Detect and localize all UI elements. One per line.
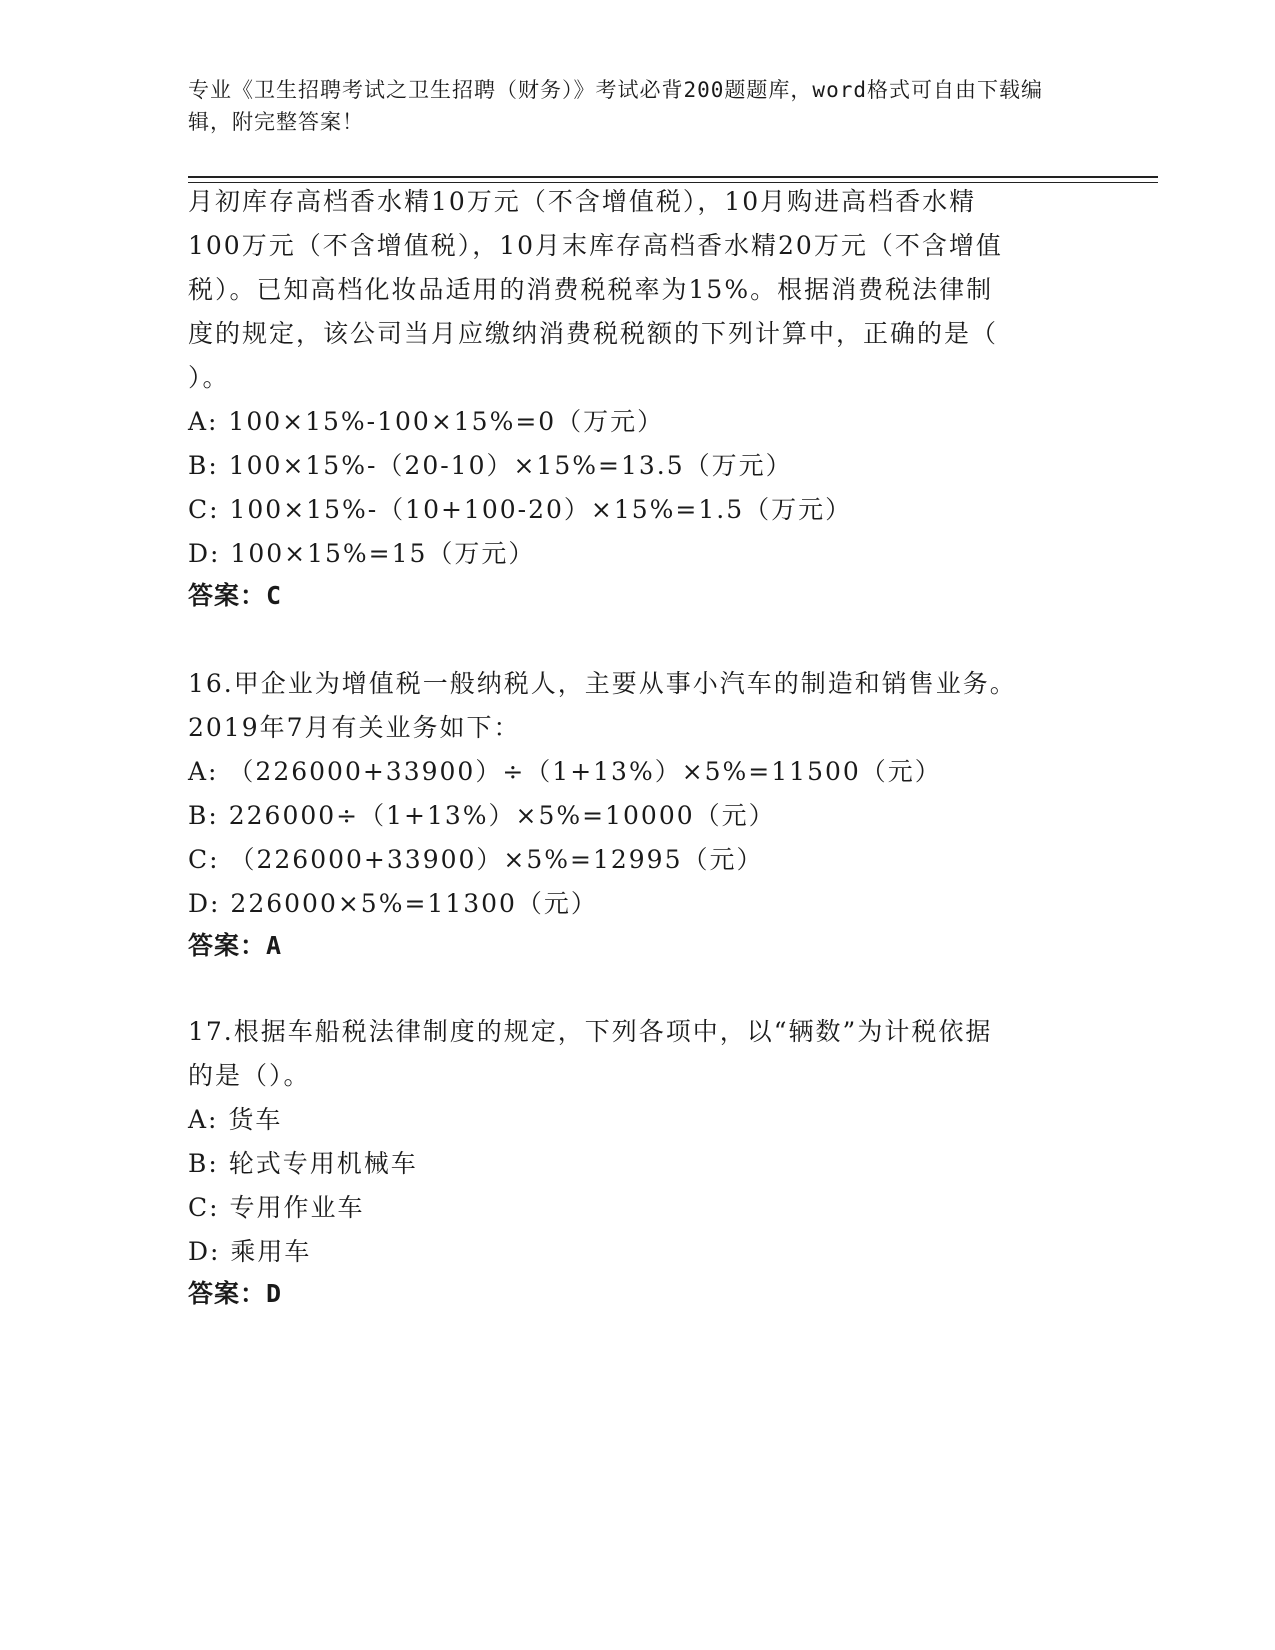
q15-stem-line: 税）。已知高档化妆品适用的消费税税率为15%。根据消费税法律制 xyxy=(188,275,994,304)
header-divider-thin xyxy=(188,182,1158,183)
q15-option-d: D: 100×15%=15（万元） xyxy=(188,539,536,568)
q15-stem-line: 度的规定，该公司当月应缴纳消费税税额的下列计算中，正确的是（ xyxy=(188,319,999,348)
q15-stem-line: 100万元（不含增值税），10月末库存高档香水精20万元（不含增值 xyxy=(188,231,1003,260)
q17-option-c: C: 专用作业车 xyxy=(188,1193,365,1222)
q16-option-c: C: （226000+33900）×5%=12995（元） xyxy=(188,845,764,874)
q15-answer: 答案：C xyxy=(188,581,283,610)
q17-stem-line: 的是（）。 xyxy=(188,1061,311,1090)
q15-stem-line: 月初库存高档香水精10万元（不含增值税），10月购进高档香水精 xyxy=(188,187,977,216)
q16-stem-line: 16.甲企业为增值税一般纳税人，主要从事小汽车的制造和销售业务。 xyxy=(188,669,1017,698)
q16-stem-line: 2019年7月有关业务如下： xyxy=(188,713,521,742)
q17-answer: 答案：D xyxy=(188,1279,283,1308)
q16-answer: 答案：A xyxy=(188,931,283,960)
q16-option-b: B: 226000÷（1+13%）×5%=10000（元） xyxy=(188,801,776,830)
q15-option-c: C: 100×15%-（10+100-20）×15%=1.5（万元） xyxy=(188,495,853,524)
document-header-title: 专业《卫生招聘考试之卫生招聘（财务）》考试必背200题题库，word格式可自由下载编辑，附完整答案！ xyxy=(188,78,1043,134)
q17-option-a: A: 货车 xyxy=(188,1105,283,1134)
q17-option-d: D: 乘用车 xyxy=(188,1237,312,1266)
q16-option-d: D: 226000×5%=11300（元） xyxy=(188,889,598,918)
q17-stem-line: 17.根据车船税法律制度的规定，下列各项中，以“辆数”为计税依据 xyxy=(188,1017,993,1046)
q15-option-a: A: 100×15%-100×15%=0（万元） xyxy=(188,407,665,436)
q15-stem-line: ）。 xyxy=(188,363,230,392)
header-divider-thick xyxy=(188,176,1158,178)
q16-option-a: A: （226000+33900）÷（1+13%）×5%=11500（元） xyxy=(188,757,942,786)
q15-option-b: B: 100×15%-（20-10）×15%=13.5（万元） xyxy=(188,451,793,480)
q17-option-b: B: 轮式专用机械车 xyxy=(188,1149,418,1178)
